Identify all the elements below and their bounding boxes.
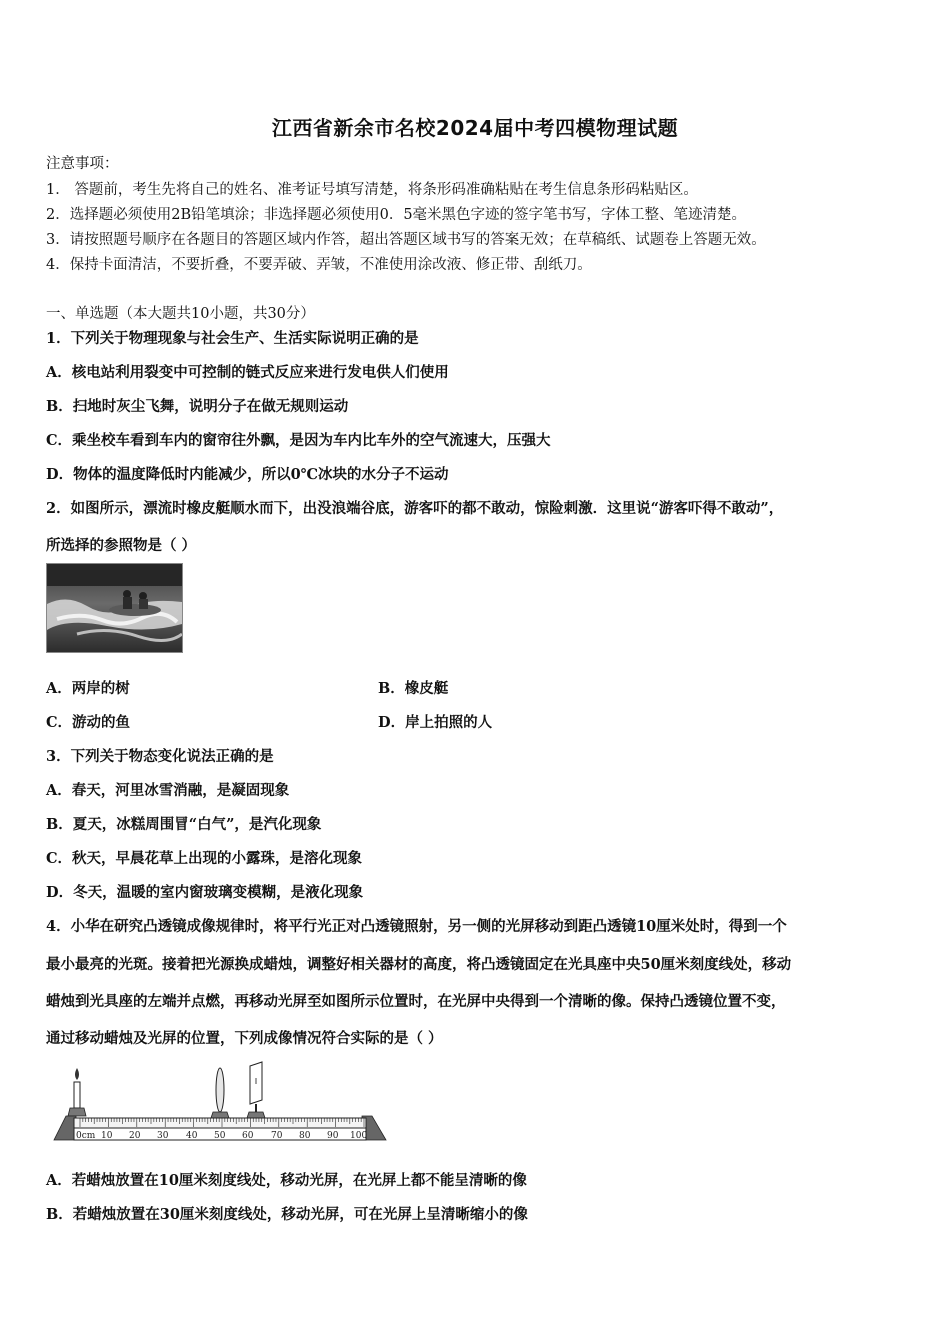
tick-label: 100 (350, 1131, 368, 1141)
candle (74, 1082, 80, 1108)
bench-left-support (54, 1116, 76, 1140)
question-3-option-c: C．秋天，早晨花草上出现的小露珠，是溶化现象 (46, 850, 363, 867)
tick-label: 20 (129, 1131, 141, 1141)
tick-label: 50 (214, 1131, 226, 1141)
tick-label: 80 (299, 1131, 311, 1141)
notice-item: 2．选择题必须使用2B铅笔填涂；非选择题必须使用0．5毫米黑色字迹的签字笔书写，字体工整、笔迹清楚。 (46, 207, 747, 223)
question-1-option-b: B．扫地时灰尘飞舞，说明分子在做无规则运动 (46, 398, 349, 415)
question-4-option-b: B．若蜡烛放置在30厘米刻度线处，移动光屏，可在光屏上呈清晰缩小的像 (46, 1206, 528, 1223)
notice-item: 4．保持卡面清洁，不要折叠，不要弄破、弄皱，不准使用涂改液、修正带、刮纸刀。 (46, 257, 592, 273)
notice-item: 3．请按照题号顺序在各题目的答题区域内作答，超出答题区域书写的答案无效；在草稿纸、试题卷上答题无效。 (46, 232, 766, 248)
question-4-option-a: A．若蜡烛放置在10厘米刻度线处，移动光屏，在光屏上都不能呈清晰的像 (46, 1172, 527, 1189)
question-3-option-b: B．夏天，冰糕周围冒“白气”，是汽化现象 (46, 816, 322, 833)
convex-lens (216, 1068, 224, 1112)
tick-label: 90 (327, 1131, 339, 1141)
question-2-option-b: B．橡皮艇 (378, 680, 449, 697)
question-1-option-a: A．核电站利用裂变中可控制的链式反应来进行发电供人们使用 (46, 364, 449, 381)
rafting-image (47, 564, 182, 652)
tick-label: 10 (101, 1131, 113, 1141)
notice-heading: 注意事项： (46, 156, 119, 172)
question-1-option-c: C．乘坐校车看到车内的窗帘往外飘，是因为车内比车外的空气流速大，压强大 (46, 432, 551, 449)
question-2-stem: 2．如图所示，漂流时橡皮艇顺水而下，出没浪端谷底，游客吓的都不敢动，惊险刺激．这里说“游客吓得不敢动”， (46, 500, 784, 517)
tick-label: 0cm (76, 1131, 96, 1141)
question-2-option-d: D．岸上拍照的人 (378, 714, 493, 731)
tick-label: 60 (242, 1131, 254, 1141)
section-heading: 一、单选题（本大题共10小题，共30分） (46, 306, 315, 322)
bench-rail (74, 1118, 366, 1128)
question-4-stem-cont: 最小最亮的光斑。接着把光源换成蜡烛，调整好相关器材的高度，将凸透镜固定在光具座中央50厘米刻度线处，移动 (46, 956, 792, 973)
tick-label: 40 (186, 1131, 198, 1141)
question-2-option-a: A．两岸的树 (46, 680, 130, 697)
question-4-stem-cont: 蜡烛到光具座的左端并点燃，再移动光屏至如图所示位置时，在光屏中央得到一个清晰的像。保持凸透镜位置不变， (46, 993, 786, 1010)
question-2-stem-cont: 所选择的参照物是（ ） (46, 537, 197, 554)
page-title: 江西省新余市名校2024届中考四模物理试题 (271, 116, 679, 140)
question-4-stem: 4．小华在研究凸透镜成像规律时，将平行光正对凸透镜照射，另一侧的光屏移动到距凸透镜10厘米处时，得到一个 (46, 918, 787, 935)
optical-bench (46, 1060, 392, 1144)
candle-flame (75, 1068, 79, 1080)
tick-label: 70 (271, 1131, 283, 1141)
notice-item: 1． 答题前，考生先将自己的姓名、准考证号填写清楚，将条形码准确粘贴在考生信息条形码粘贴区。 (46, 182, 698, 198)
tick-label: 30 (157, 1131, 169, 1141)
question-3-option-d: D．冬天，温暖的室内窗玻璃变模糊，是液化现象 (46, 884, 364, 901)
question-2-option-c: C．游动的鱼 (46, 714, 131, 731)
question-1-stem: 1．下列关于物理现象与社会生产、生活实际说明正确的是 (46, 330, 419, 347)
question-1-option-d: D．物体的温度降低时内能减少，所以0℃冰块的水分子不运动 (46, 466, 449, 483)
question-4-stem-cont: 通过移动蜡烛及光屏的位置，下列成像情况符合实际的是（ ） (46, 1030, 443, 1047)
question-3-stem: 3．下列关于物态变化说法正确的是 (46, 748, 274, 765)
rafting-photo (46, 563, 183, 653)
question-3-option-a: A．春天，河里冰雪消融，是凝固现象 (46, 782, 290, 799)
optical-bench-figure (46, 1060, 392, 1144)
